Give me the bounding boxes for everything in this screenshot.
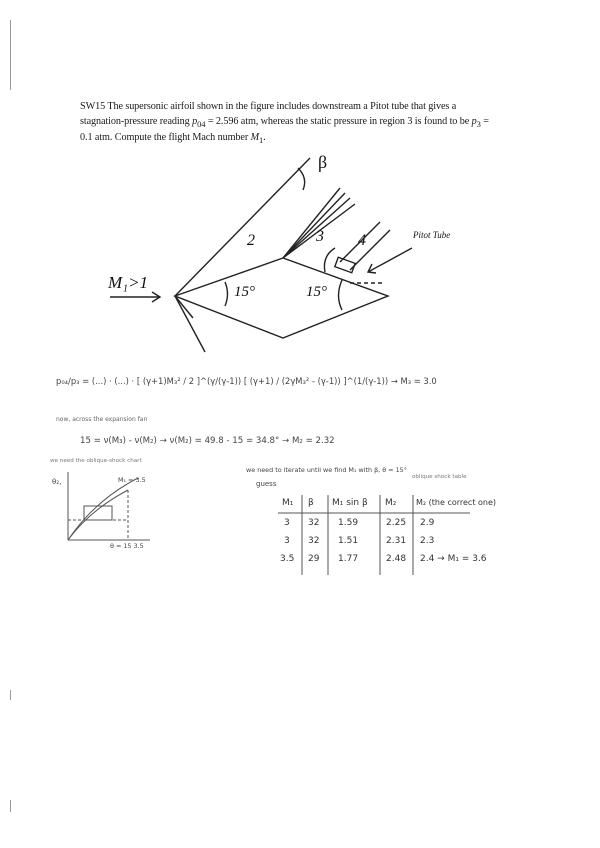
table-cell: 3.5 — [280, 554, 295, 564]
beta-label: β — [318, 152, 328, 172]
table-header: M₂ (the correct one) — [416, 498, 497, 507]
table-cell: 1.77 — [338, 554, 359, 564]
m1-symbol: M — [250, 132, 259, 144]
chart-x-label: θ = 15 3.5 — [110, 542, 144, 550]
table-header: β — [308, 498, 314, 508]
p3-value: = 0.1 atm. — [80, 115, 489, 144]
table-cell: 1.51 — [338, 536, 359, 546]
angle-label-1: 15° — [234, 284, 255, 300]
table-cell: 1.59 — [338, 518, 359, 528]
region-3-label: 3 — [316, 228, 324, 245]
problem-text-1: The supersonic airfoil shown in the figure includes downstream a Pitot tube that gives a stagnation-pressure reading — [80, 101, 457, 127]
table-cell: 32 — [308, 536, 320, 546]
work-equation-1: p₀₄/p₃ = (...) · (...) · [ (γ+1)M₃² / 2 ]^(γ/(γ-1)) [ (γ+1) / (2γM₃² - (γ-1)) ]^(1/(γ-1)) → M₃ = 3.0 — [56, 376, 437, 386]
angle-label-2: 15° — [306, 284, 327, 300]
chart-curve-label: M₁ = 3.5 — [118, 476, 146, 484]
pitot-tube-label: Pitot Tube — [413, 230, 451, 240]
mach-label: M₁>1 — [108, 273, 149, 292]
region-4-label: 4 — [358, 232, 366, 249]
p04-symbol: p — [192, 115, 198, 127]
table-cell: 2.3 — [420, 536, 435, 546]
problem-text-2: whereas the static pressure in region 3 is found to be — [260, 115, 470, 127]
table-header: M₁ sin β — [332, 498, 368, 508]
iterate-note-2: oblique shock table — [412, 474, 467, 480]
table-cell: 3 — [284, 518, 290, 528]
p3-symbol: p — [471, 115, 477, 127]
table-cell: 3 — [284, 536, 290, 546]
table-cell: 2.25 — [386, 518, 407, 528]
table-cell: 2.9 — [420, 518, 435, 528]
iterate-note: we need to iterate until we find M₁ with β, θ = 15° — [246, 466, 407, 474]
p3-subscript: 3 — [476, 118, 481, 129]
guess-label: guess — [256, 480, 277, 488]
region-2-label: 2 — [247, 232, 255, 249]
table-cell: 32 — [308, 518, 320, 528]
work-note-fan: now, across the expansion fan — [56, 416, 148, 423]
table-header: M₂ — [385, 498, 397, 508]
p04-subscript: 04 — [197, 118, 206, 129]
work-equation-2: 15 = ν(M₃) - ν(M₂) → ν(M₂) = 49.8 - 15 = 34.8° → M₂ = 2.32 — [80, 436, 335, 446]
p04-value: = 2.596 atm, — [207, 115, 259, 127]
table-header: M₁ — [282, 498, 294, 508]
problem-text-3: Compute the flight Mach number — [114, 132, 249, 144]
problem-end: . — [263, 132, 266, 144]
chart-note: we need the oblique-shock chart — [50, 458, 142, 464]
table-cell: 2.4 → M₁ = 3.6 — [420, 554, 487, 564]
table-cell: 2.31 — [386, 536, 407, 546]
table-cell: 2.48 — [386, 554, 407, 564]
table-cell: 29 — [308, 554, 320, 564]
problem-number: SW15 — [80, 101, 106, 112]
chart-y-label: θ₂, — [52, 478, 62, 486]
m1-subscript: 1 — [258, 135, 264, 146]
